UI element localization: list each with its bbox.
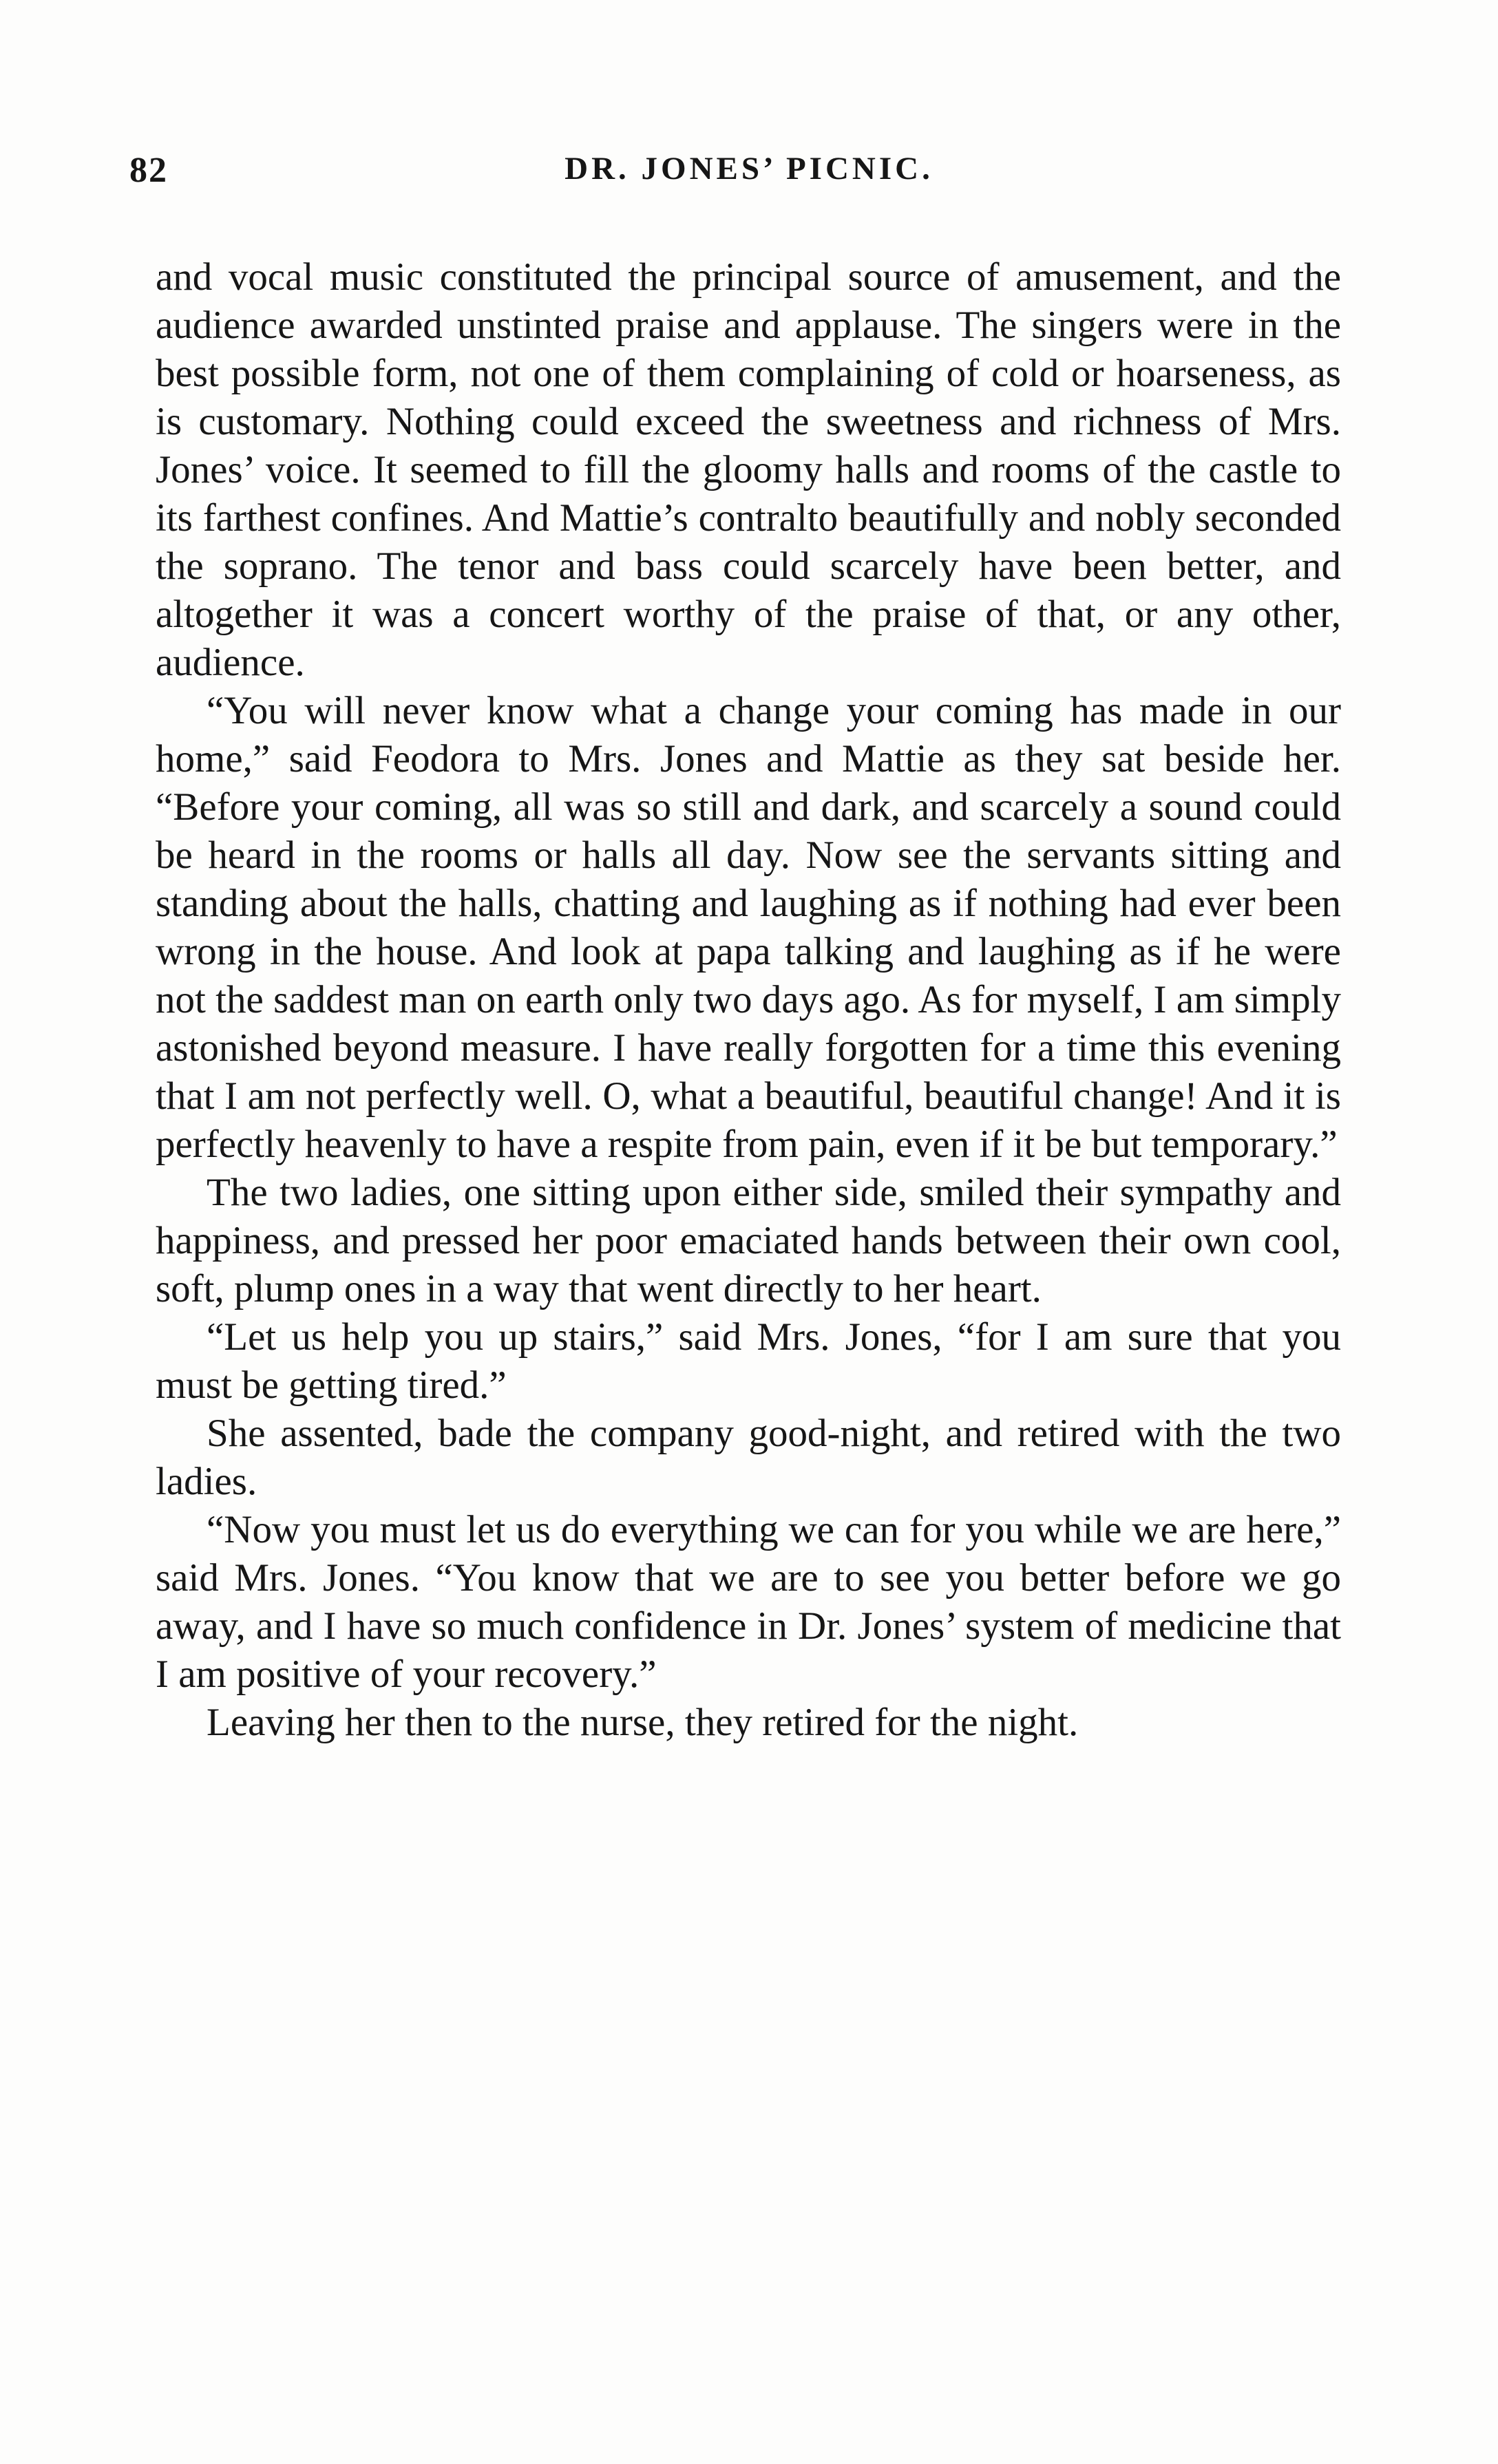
page-body (156, 253, 1341, 1747)
paragraph-1: and vocal music constituted the principal source of amusement, and the audience awarded unstinted praise and applause. The singers were in the best possible form, not one of them complaining of cold or hoarseness, as is customary. Nothing could exceed the sweetness and richness of Mrs. Jones’ voice. It seemed to fill the gloomy halls and rooms of the castle to its farthest confines. And Mattie’s contralto beautifully and nobly seconded the soprano. The tenor and bass could scarcely have been better, and altogether it was a concert worthy of the praise of that, or any other, audience. (156, 255, 1341, 684)
paragraph-6: “Now you must let us do everything we can for you while we are here,” said Mrs. Jones. “You know that we are to see you better before we go away, and I have so much confidence in Dr. Jones’ system of medicine that I am positive of your recovery.” (156, 1508, 1341, 1696)
paragraph-2: “You will never know what a change your coming has made in our home,” said Feodora to Mrs. Jones and Mattie as they sat beside her. “Before your coming, all was so still and dark, and scarcely a sound could be heard in the rooms or halls all day. Now see the servants sitting and standing about the halls, chatting and laughing as if nothing had ever been wrong in the house. And look at papa talking and laughing as if he were not the saddest man on earth only two days ago. As for myself, I am simply astonished beyond measure. I have really forgotten for a time this evening that I am not perfectly well. O, what a beautiful, beautiful change! And it is perfectly heavenly to have a respite from pain, even if it be but temporary.” (156, 689, 1341, 1166)
paragraph-7: Leaving her then to the nurse, they retired for the night. (207, 1701, 1079, 1744)
page-header (0, 150, 1498, 198)
paragraph-3: The two ladies, one sitting upon either side, smiled their sympathy and happiness, and pressed her poor emaciated hands between their own cool, soft, plump ones in a way that went directly to her heart. (156, 1171, 1341, 1310)
running-title: DR. JONES’ PICNIC. (565, 151, 933, 187)
paragraph-5: She assented, bade the company good-night, and retired with the two ladies. (156, 1412, 1341, 1503)
page-number: 82 (129, 151, 168, 190)
paragraph-4: “Let us help you up stairs,” said Mrs. Jones, “for I am sure that you must be getting tired.” (156, 1315, 1341, 1407)
